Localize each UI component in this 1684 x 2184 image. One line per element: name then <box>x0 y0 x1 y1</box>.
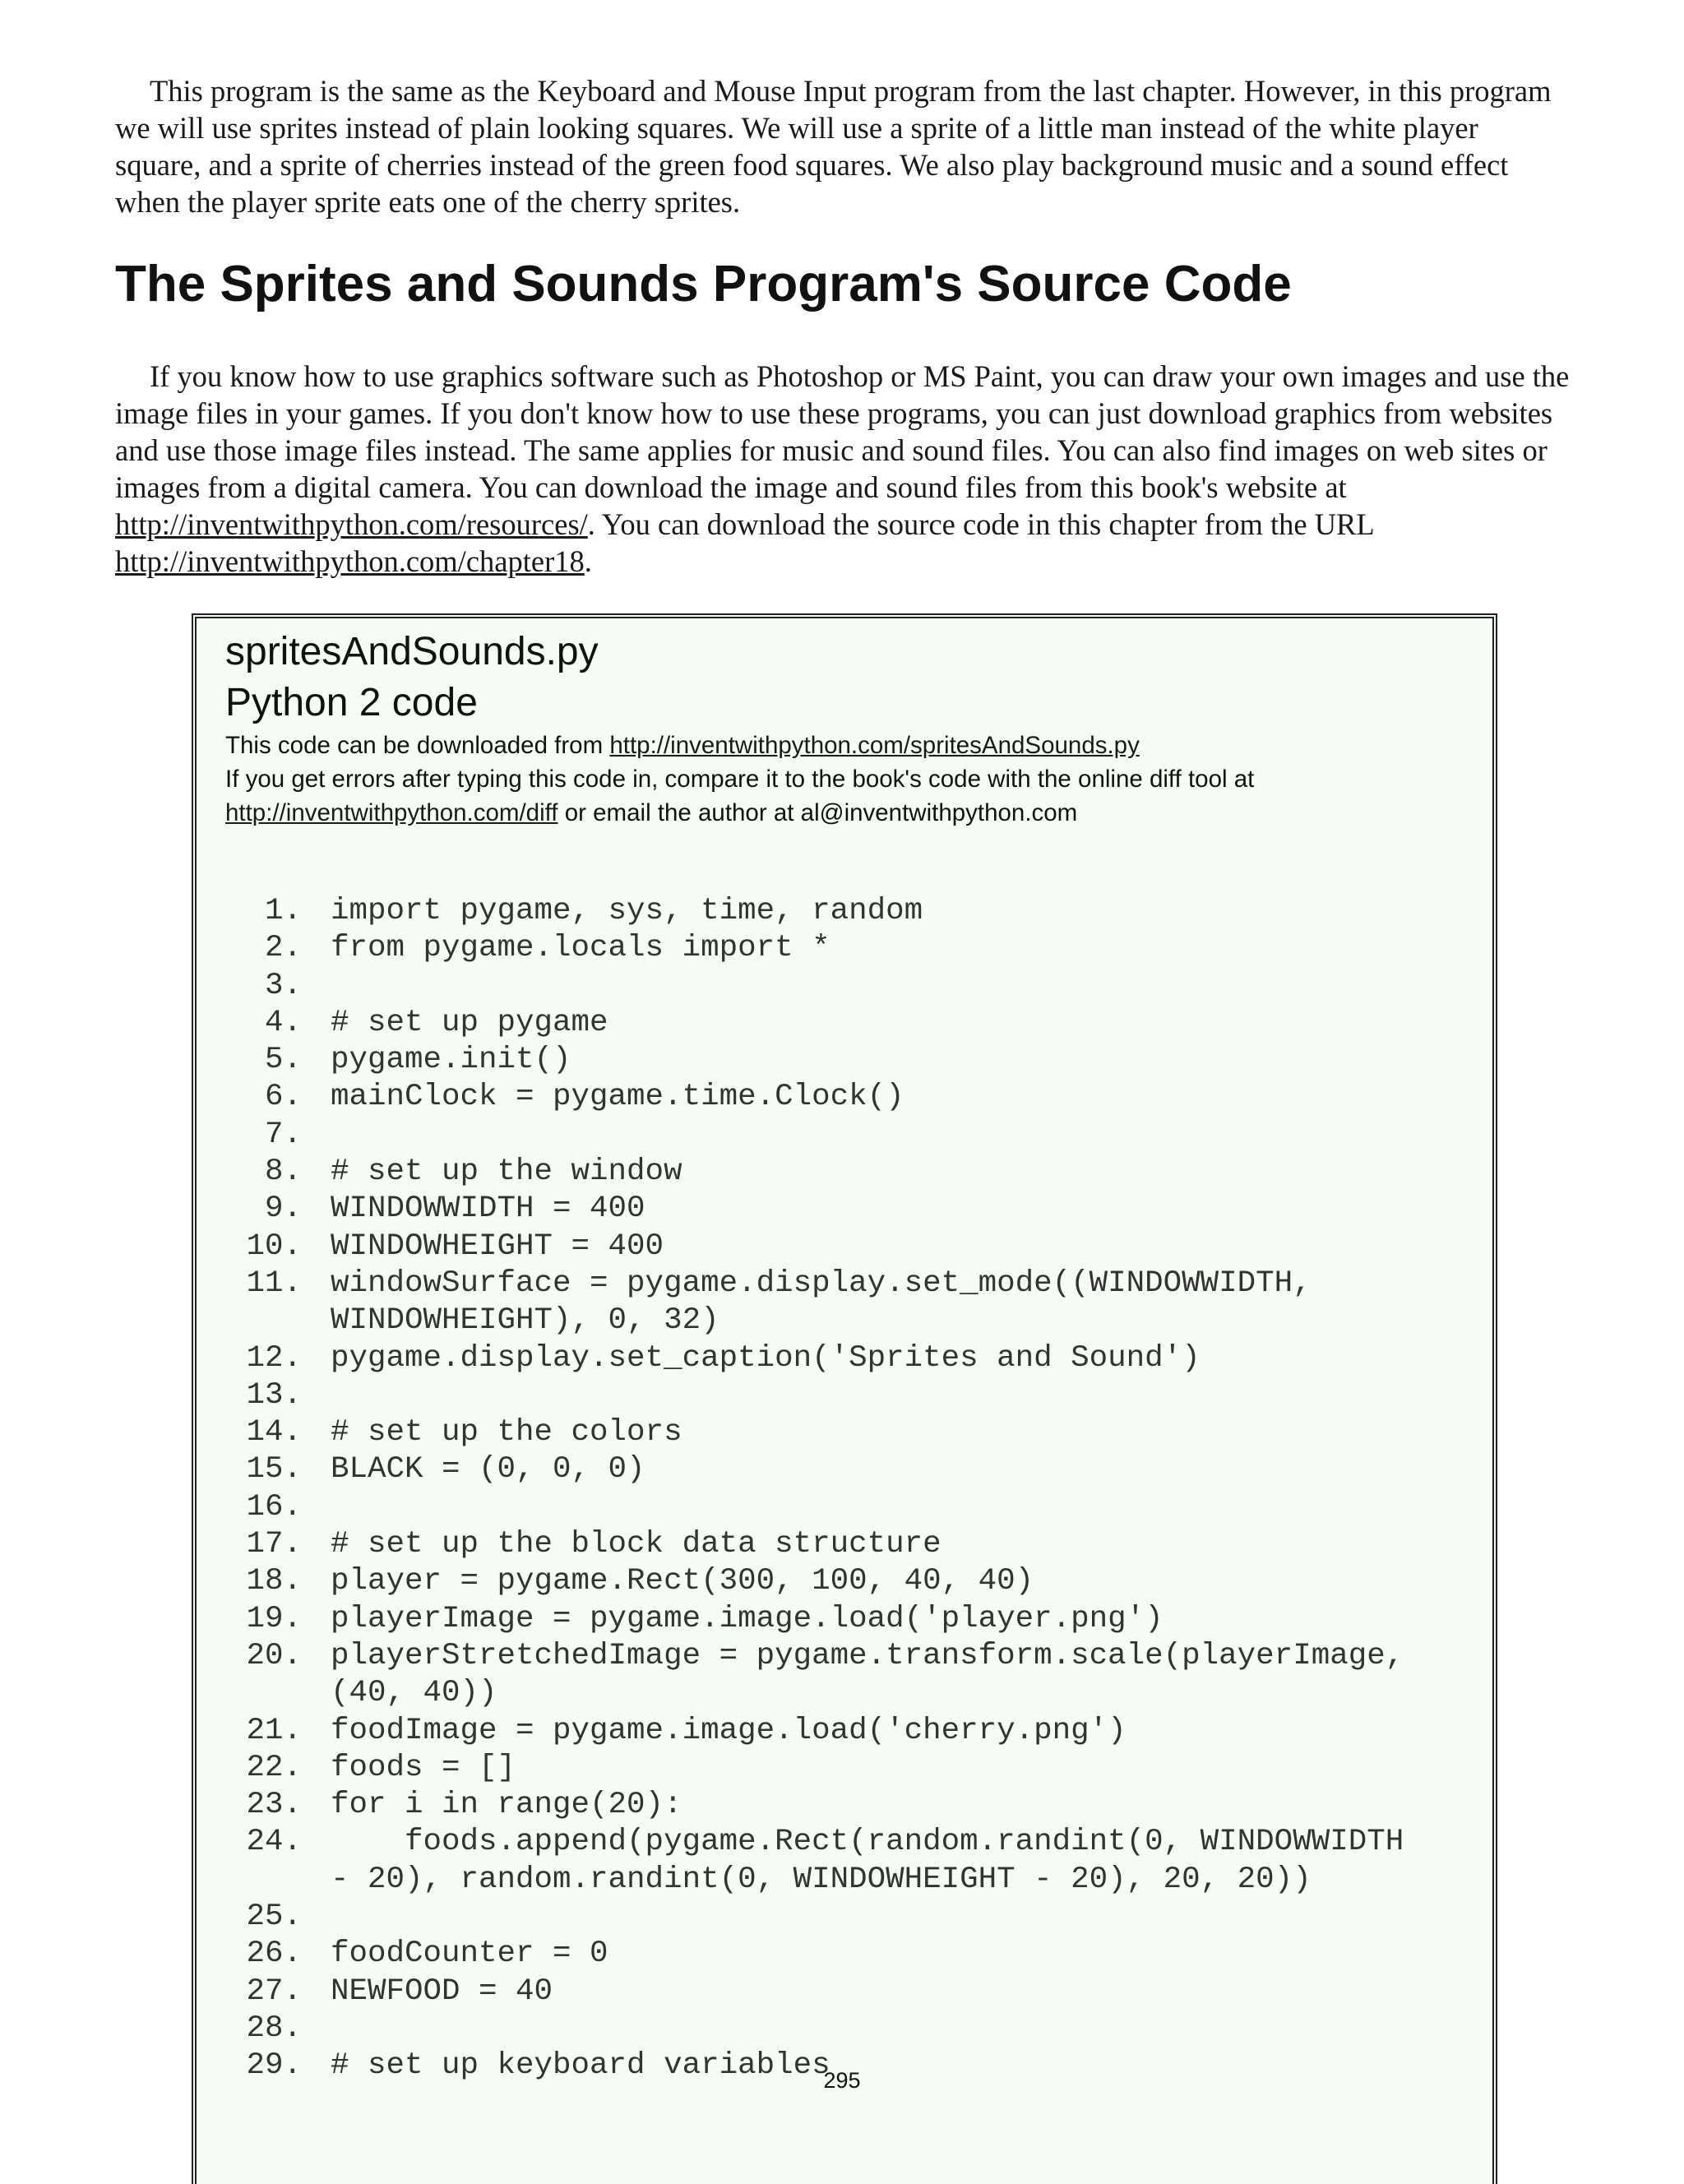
code-text: foodCounter = 0 <box>331 1936 608 1972</box>
code-text: # set up pygame <box>331 1005 608 1040</box>
code-line <box>197 1414 1404 1451</box>
code-text: # set up keyboard variables <box>331 2048 830 2084</box>
line-number: 25. <box>246 1899 302 1935</box>
code-line <box>197 1936 1404 1973</box>
code-text <box>302 1117 331 1154</box>
code-line <box>197 1638 1404 1675</box>
paragraph-text: . <box>584 544 592 578</box>
line-number: 1. <box>264 894 302 928</box>
python-version-label: Python 2 code <box>225 681 478 724</box>
intro-paragraph: This program is the same as the Keyboard and Mouse Input program from the last chapter. However, in this program we will use sprites instead of plain looking squares. We will use a sprite of a little man instead of the white player square, and a sprite of cherries instead of the green food squares. We also play background music and a sound effect when the player sprite eats one of the cherry sprites. <box>115 74 1552 219</box>
code-text: pygame.display.set_caption('Sprites and Sound') <box>331 1340 1201 1376</box>
line-number: 20. <box>246 1638 302 1673</box>
line-number: 23. <box>246 1788 302 1823</box>
source-code-paragraph <box>115 358 1571 580</box>
diff-link[interactable]: http://inventwithpython.com/diff <box>225 799 558 826</box>
code-text: - 20), random.randint(0, WINDOWHEIGHT - 20), 20, 20)) <box>331 1862 1312 1897</box>
code-box-header <box>225 627 1475 830</box>
code-line <box>197 1340 1404 1377</box>
code-text: for i in range(20): <box>331 1788 682 1823</box>
line-number: 7. <box>264 1117 302 1152</box>
line-number: 16. <box>246 1489 302 1525</box>
code-line <box>197 1079 1404 1116</box>
email-text: or email the author at al@inventwithpython.com <box>557 799 1078 826</box>
code-line <box>197 1899 1404 1936</box>
code-lines <box>197 893 1404 2085</box>
diff-note <box>225 796 1475 830</box>
code-text: foods = [] <box>331 1750 516 1785</box>
line-number: 15. <box>246 1452 302 1488</box>
line-number: 2. <box>264 931 302 966</box>
line-number <box>197 1675 302 1712</box>
code-line <box>197 893 1404 930</box>
code-line <box>197 1451 1404 1488</box>
line-number: 22. <box>246 1750 302 1785</box>
code-line <box>197 1005 1404 1042</box>
line-number: 19. <box>246 1601 302 1636</box>
code-line <box>197 1973 1404 2010</box>
code-line <box>197 1117 1404 1154</box>
code-text <box>302 968 331 1005</box>
section-heading: The Sprites and Sounds Program's Source Code <box>115 256 1292 312</box>
code-line <box>197 1489 1404 1526</box>
code-filename: spritesAndSounds.py <box>225 630 599 673</box>
code-text: WINDOWHEIGHT), 0, 32) <box>331 1303 719 1339</box>
code-text: mainClock = pygame.time.Clock() <box>331 1080 904 1115</box>
code-text: # set up the colors <box>331 1415 682 1451</box>
code-line <box>197 1191 1404 1228</box>
page-number: 295 <box>823 2068 861 2093</box>
code-line <box>197 1303 1404 1340</box>
errors-note: If you get errors after typing this code in, compare it to the book's code with the online diff tool at <box>225 766 1255 793</box>
code-text: foodImage = pygame.image.load('cherry.png') <box>331 1713 1127 1748</box>
line-number <box>197 1862 302 1899</box>
line-number: 6. <box>264 1080 302 1115</box>
code-line <box>197 1266 1404 1303</box>
code-line <box>197 1154 1404 1191</box>
code-line <box>197 1824 1404 1861</box>
line-number: 11. <box>246 1266 302 1301</box>
line-number: 5. <box>264 1043 302 1078</box>
code-line <box>197 1787 1404 1824</box>
line-number <box>197 1303 302 1340</box>
line-number: 12. <box>246 1340 302 1376</box>
code-line <box>197 1601 1404 1638</box>
line-number: 4. <box>264 1005 302 1040</box>
code-text <box>302 1377 331 1414</box>
line-number: 17. <box>246 1527 302 1562</box>
line-number: 9. <box>264 1191 302 1227</box>
code-text: NEWFOOD = 40 <box>331 1973 553 2009</box>
code-line <box>197 1675 1404 1712</box>
code-text: from pygame.locals import * <box>331 931 830 966</box>
code-line <box>197 1526 1404 1563</box>
line-number: 8. <box>264 1154 302 1190</box>
code-text: player = pygame.Rect(300, 100, 40, 40) <box>331 1564 1034 1599</box>
code-text <box>302 1899 331 1936</box>
line-number: 18. <box>246 1564 302 1599</box>
code-text: import pygame, sys, time, random <box>331 894 923 928</box>
paragraph-text: If you know how to use graphics software such as Photoshop or MS Paint, you can draw your own images and use the image files in your games. If you don't know how to use these programs, you can just download graphics from websites and use those image files instead. The same applies for music and sound files. You can also find images on web sites or images from a digital camera. You can download the image and sound files from this book's website at <box>115 359 1570 504</box>
line-number: 26. <box>246 1936 302 1972</box>
code-text: WINDOWHEIGHT = 400 <box>331 1228 664 1264</box>
code-text <box>302 2010 331 2048</box>
code-text: (40, 40)) <box>331 1676 497 1711</box>
resources-link[interactable]: http://inventwithpython.com/resources/ <box>115 507 588 541</box>
chapter18-link[interactable]: http://inventwithpython.com/chapter18 <box>115 544 585 578</box>
code-text: foods.append(pygame.Rect(random.randint(0, WINDOWWIDTH <box>331 1825 1404 1860</box>
line-number: 28. <box>246 2010 302 2046</box>
code-line <box>197 930 1404 967</box>
paragraph-text: . You can download the source code in this chapter from the URL <box>587 507 1374 541</box>
line-number: 13. <box>246 1377 302 1413</box>
code-line <box>197 1750 1404 1787</box>
code-line <box>197 1377 1404 1414</box>
code-text: windowSurface = pygame.display.set_mode((WINDOWWIDTH, <box>331 1266 1312 1301</box>
code-line <box>197 1042 1404 1079</box>
code-text: # set up the block data structure <box>331 1527 941 1562</box>
code-text: pygame.init() <box>331 1043 571 1078</box>
download-note <box>225 729 1475 762</box>
code-text: WINDOWWIDTH = 400 <box>331 1191 645 1227</box>
code-text: # set up the window <box>331 1154 682 1190</box>
code-text <box>302 1489 331 1526</box>
line-number: 27. <box>246 1973 302 2009</box>
line-number: 21. <box>246 1713 302 1748</box>
download-link[interactable]: http://inventwithpython.com/spritesAndSounds.py <box>609 732 1140 759</box>
code-line <box>197 1563 1404 1600</box>
line-number: 3. <box>264 968 302 1003</box>
code-text: BLACK = (0, 0, 0) <box>331 1452 645 1488</box>
line-number: 10. <box>246 1228 302 1264</box>
line-number: 14. <box>246 1415 302 1451</box>
line-number: 24. <box>246 1825 302 1860</box>
line-number: 29. <box>246 2048 302 2084</box>
code-line <box>197 1713 1404 1750</box>
code-line <box>197 1862 1404 1899</box>
code-line <box>197 2010 1404 2048</box>
code-line <box>197 968 1404 1005</box>
code-text: playerImage = pygame.image.load('player.png') <box>331 1601 1164 1636</box>
download-prefix: This code can be downloaded from <box>225 732 610 759</box>
code-listing-box <box>192 613 1497 2184</box>
code-text: playerStretchedImage = pygame.transform.scale(playerImage, <box>331 1638 1404 1673</box>
code-line <box>197 1228 1404 1266</box>
